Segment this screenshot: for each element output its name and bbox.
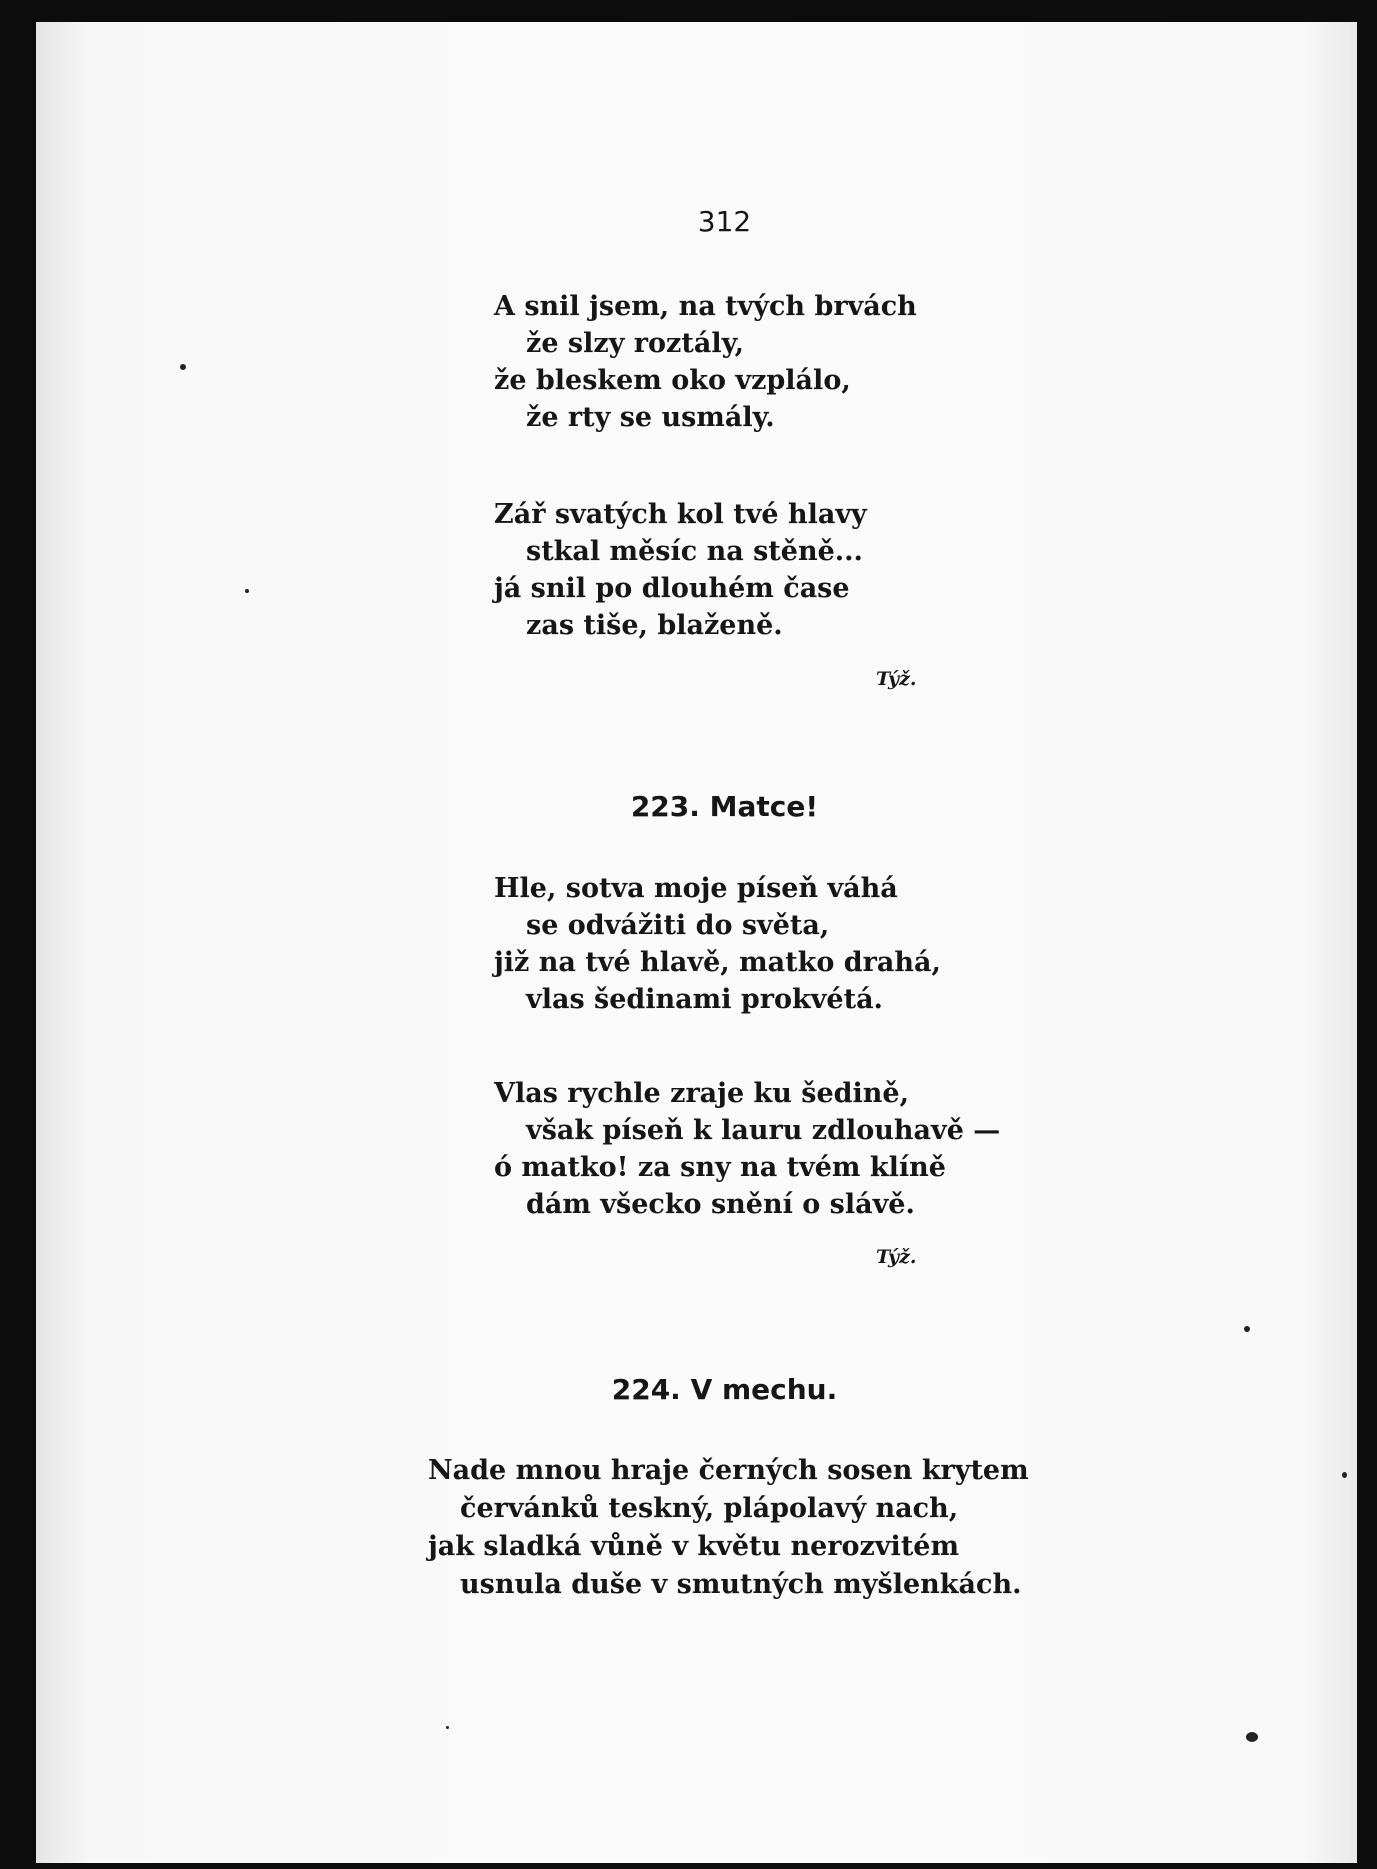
scan-speck: [245, 589, 249, 593]
verse-line: že rty se usmály.: [526, 402, 775, 433]
verse-line: jak sladká vůně v květu nerozvitém: [428, 1531, 960, 1562]
poem-stanza: [494, 870, 941, 1018]
verse-line: se odvážiti do světa,: [526, 910, 830, 941]
poem-heading: 224. V mechu.: [611, 1373, 838, 1406]
verse-line: ó matko! za sny na tvém klíně: [494, 1152, 946, 1183]
verse-line: já snil po dlouhém čase: [494, 573, 850, 604]
scan-border-bottom: [0, 1863, 1377, 1869]
poem-stanza: [428, 1452, 1029, 1604]
verse-line: že bleskem oko vzplálo,: [494, 365, 851, 396]
verse-line: stkal měsíc na stěně...: [526, 536, 863, 567]
page-number: 312: [697, 205, 752, 238]
verse-line: Nade mnou hraje černých sosen krytem: [428, 1455, 1029, 1486]
verse-line: A snil jsem, na tvých brvách: [494, 291, 917, 322]
verse-line: Zář svatých kol tvé hlavy: [494, 499, 867, 530]
verse-line: červánků teskný, plápolavý nach,: [460, 1493, 959, 1524]
scan-speck: [1246, 1732, 1258, 1742]
scan-border-top: [0, 0, 1377, 22]
verse-line: vlas šedinami prokvétá.: [526, 984, 883, 1015]
poem-stanza: [494, 1075, 1000, 1223]
verse-line: Vlas rychle zraje ku šedině,: [494, 1078, 909, 1109]
poem-heading: 223. Matce!: [630, 790, 819, 823]
scan-border-left: [0, 0, 36, 1869]
verse-line: však píseň k lauru zdlouhavě —: [526, 1115, 1001, 1146]
scan-speck: [446, 1726, 449, 1729]
scan-speck: [1342, 1472, 1347, 1478]
verse-line: dám všecko snění o slávě.: [526, 1189, 915, 1220]
poem-continued-stanza-1: [494, 288, 917, 436]
scan-border-right: [1357, 0, 1377, 1869]
scan-speck: [1244, 1326, 1250, 1332]
verse-line: že slzy roztály,: [526, 328, 745, 359]
verse-line: zas tiše, blaženě.: [526, 610, 783, 641]
scan-speck: [180, 364, 186, 370]
verse-line: Hle, sotva moje píseň váhá: [494, 873, 898, 904]
poem-continued-stanza-2: [494, 496, 867, 644]
poem-attribution: Týž.: [876, 1246, 917, 1268]
verse-line: usnula duše v smutných myšlenkách.: [460, 1569, 1022, 1600]
poem-attribution: Týž.: [876, 668, 917, 690]
verse-line: již na tvé hlavě, matko drahá,: [494, 947, 941, 978]
